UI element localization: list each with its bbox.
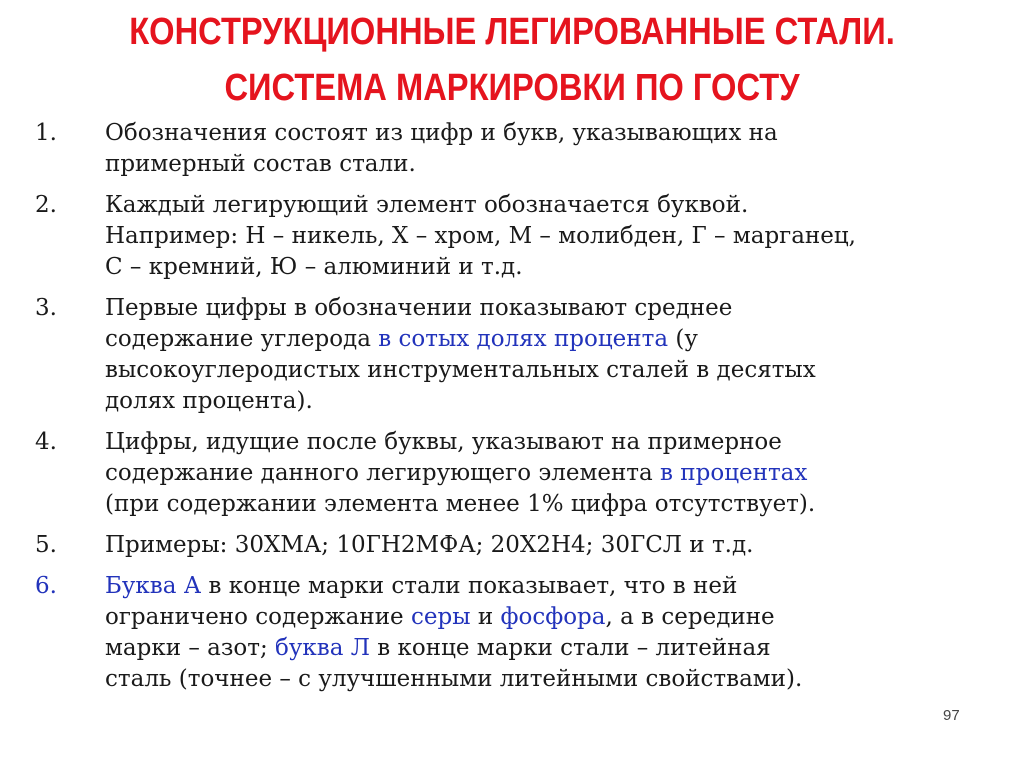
highlight-span: в сотых долях процента bbox=[378, 326, 669, 352]
item-number: 6. bbox=[35, 573, 57, 599]
text-span: марки – азот; bbox=[105, 635, 276, 661]
highlight-span: в процентах bbox=[660, 460, 808, 486]
item-text bbox=[105, 571, 995, 695]
text-line: Первые цифры в обозначении показывают среднее bbox=[105, 295, 733, 321]
item-text bbox=[105, 427, 995, 520]
text-line bbox=[105, 571, 995, 602]
list-item bbox=[35, 118, 995, 180]
title-line-1: КОНСТРУКЦИОННЫЕ ЛЕГИРОВАННЫЕ СТАЛИ. bbox=[129, 11, 895, 53]
list-item bbox=[35, 293, 995, 417]
numbered-list bbox=[35, 118, 995, 705]
item-number: 3. bbox=[35, 295, 57, 321]
text-line: Каждый легирующий элемент обозначается буквой. bbox=[105, 192, 749, 218]
text-span: содержание данного легирующего элемента bbox=[105, 460, 661, 486]
text-line bbox=[105, 602, 995, 633]
text-line: Обозначения состоят из цифр и букв, указывающих на bbox=[105, 120, 778, 146]
text-span: в конце марки стали показывает, что в ней bbox=[201, 573, 738, 599]
slide-title bbox=[72, 4, 953, 116]
item-number: 5. bbox=[35, 532, 57, 558]
slide-number: 97 bbox=[943, 707, 960, 724]
text-line: Цифры, идущие после буквы, указывают на примерное bbox=[105, 429, 782, 455]
text-line: сталь (точнее – с улучшенными литейными свойствами). bbox=[105, 666, 803, 692]
text-line: Примеры: 30ХМА; 10ГН2МФА; 20Х2Н4; 30ГСЛ и т.д. bbox=[105, 532, 754, 558]
item-text bbox=[105, 190, 995, 283]
highlight-span: буква Л bbox=[275, 635, 370, 661]
highlight-span: фосфора bbox=[500, 604, 606, 630]
list-item bbox=[35, 530, 995, 561]
list-item bbox=[35, 190, 995, 283]
highlight-span: серы bbox=[410, 604, 471, 630]
text-span: в конце марки стали – литейная bbox=[369, 635, 771, 661]
text-line: С – кремний, Ю – алюминий и т.д. bbox=[105, 254, 523, 280]
text-span: содержание углерода bbox=[105, 326, 379, 352]
list-item bbox=[35, 571, 995, 695]
item-text bbox=[105, 530, 995, 561]
text-span: ограничено содержание bbox=[105, 604, 411, 630]
text-line: (при содержании элемента менее 1% цифра отсутствует). bbox=[105, 491, 816, 517]
text-line bbox=[105, 633, 995, 664]
text-line: примерный состав стали. bbox=[105, 151, 416, 177]
item-text bbox=[105, 293, 995, 417]
item-number: 4. bbox=[35, 429, 57, 455]
text-line: Например: Н – никель, Х – хром, М – молибден, Г – марганец, bbox=[105, 223, 856, 249]
text-line bbox=[105, 324, 995, 355]
title-line-2: СИСТЕМА МАРКИРОВКИ ПО ГОСТУ bbox=[224, 67, 800, 109]
item-number: 2. bbox=[35, 192, 57, 218]
item-number: 1. bbox=[35, 120, 57, 146]
text-line: долях процента). bbox=[105, 388, 313, 414]
text-span: , а в середине bbox=[605, 604, 775, 630]
text-line: высокоуглеродистых инструментальных сталей в десятых bbox=[105, 357, 816, 383]
item-text bbox=[105, 118, 995, 180]
list-item bbox=[35, 427, 995, 520]
text-span: (у bbox=[668, 326, 698, 352]
text-line bbox=[105, 458, 995, 489]
text-span: и bbox=[470, 604, 501, 630]
highlight-span: Буква А bbox=[105, 573, 202, 599]
